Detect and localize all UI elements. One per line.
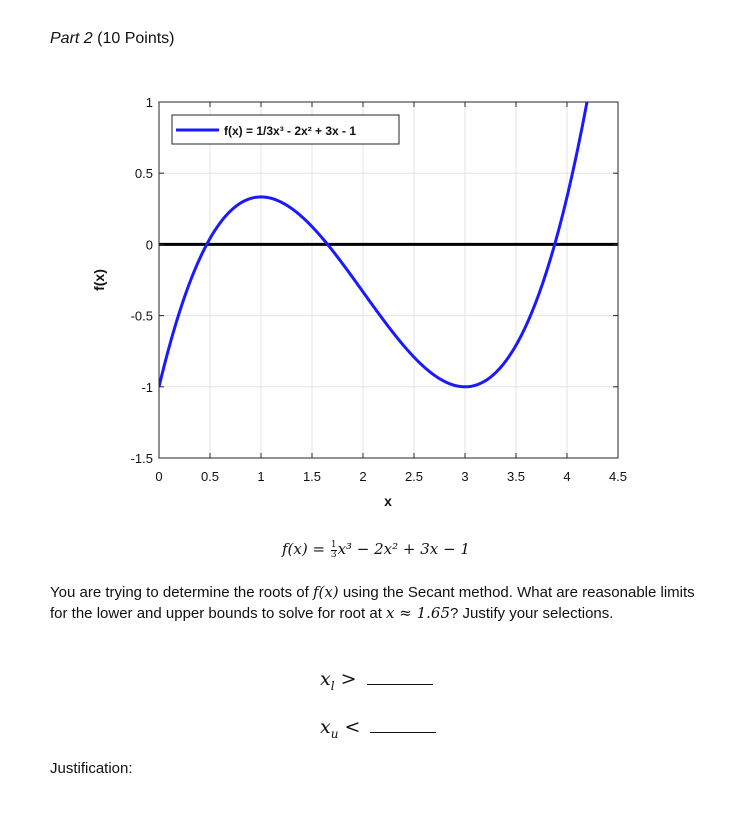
y-tick-label: 0.5 bbox=[134, 166, 153, 182]
x-tick-label: 1.5 bbox=[302, 469, 322, 484]
upper-bound-line bbox=[320, 716, 436, 741]
y-tick-label: -0.5 bbox=[130, 308, 153, 324]
y-tick-label: -1.5 bbox=[130, 451, 153, 466]
y-tick-label: 0 bbox=[145, 237, 153, 253]
x-tick-label: 3.5 bbox=[506, 469, 526, 484]
y-axis-label: f(x) bbox=[91, 269, 107, 291]
x-tick-label: 4.5 bbox=[608, 469, 628, 484]
question-text bbox=[50, 582, 710, 624]
lower-bound-blank[interactable] bbox=[367, 684, 433, 685]
lower-bound-sub: l bbox=[330, 678, 335, 693]
y-tick-label: -1 bbox=[141, 379, 153, 395]
legend bbox=[172, 115, 399, 144]
upper-bound-op: < bbox=[344, 716, 361, 738]
x-tick-label: 3 bbox=[461, 469, 469, 484]
lower-bound-var: x bbox=[320, 668, 331, 690]
formula-fraction bbox=[331, 541, 337, 560]
fraction-numerator: 1 bbox=[330, 539, 337, 550]
justification-label: Justification: bbox=[50, 760, 133, 777]
function-curve bbox=[159, 0, 618, 387]
question-part-1: You are trying to determine the roots of bbox=[50, 584, 313, 601]
upper-bound-var: x bbox=[320, 716, 331, 738]
question-part-2: using the Secant method. What are reasonable limits for the lower and upper bounds to solve for root at bbox=[50, 584, 695, 622]
function-formula bbox=[282, 540, 470, 560]
x-tick-label: 0.5 bbox=[200, 469, 220, 484]
question-part-3: ? Justify your selections. bbox=[450, 605, 614, 622]
x-tick-label: 1 bbox=[257, 469, 265, 484]
question-root-estimate: x ≈ 1.65 bbox=[386, 604, 451, 622]
y-tick-label: 1 bbox=[145, 95, 153, 110]
legend-label: f(x) = 1/3x³ - 2x² + 3x - 1 bbox=[224, 124, 357, 138]
part-label: Part 2 bbox=[50, 30, 93, 47]
x-tick-label: 2.5 bbox=[404, 469, 424, 484]
x-tick-label: 2 bbox=[359, 469, 367, 484]
lower-bound-line bbox=[320, 668, 433, 693]
points-label: (10 Points) bbox=[97, 30, 175, 47]
formula-rest: x³ − 2x² + 3x − 1 bbox=[337, 540, 470, 558]
lower-bound-op: > bbox=[340, 668, 357, 690]
upper-bound-blank[interactable] bbox=[370, 732, 436, 733]
upper-bound-sub: u bbox=[330, 726, 339, 741]
x-tick-label: 4 bbox=[563, 469, 571, 484]
question-fx: f(x) bbox=[312, 583, 339, 601]
formula-lhs: f(x) = bbox=[282, 540, 330, 558]
x-tick-label: 0 bbox=[155, 469, 163, 484]
x-axis-label: x bbox=[384, 493, 392, 509]
fraction-denominator: 3 bbox=[330, 549, 337, 560]
